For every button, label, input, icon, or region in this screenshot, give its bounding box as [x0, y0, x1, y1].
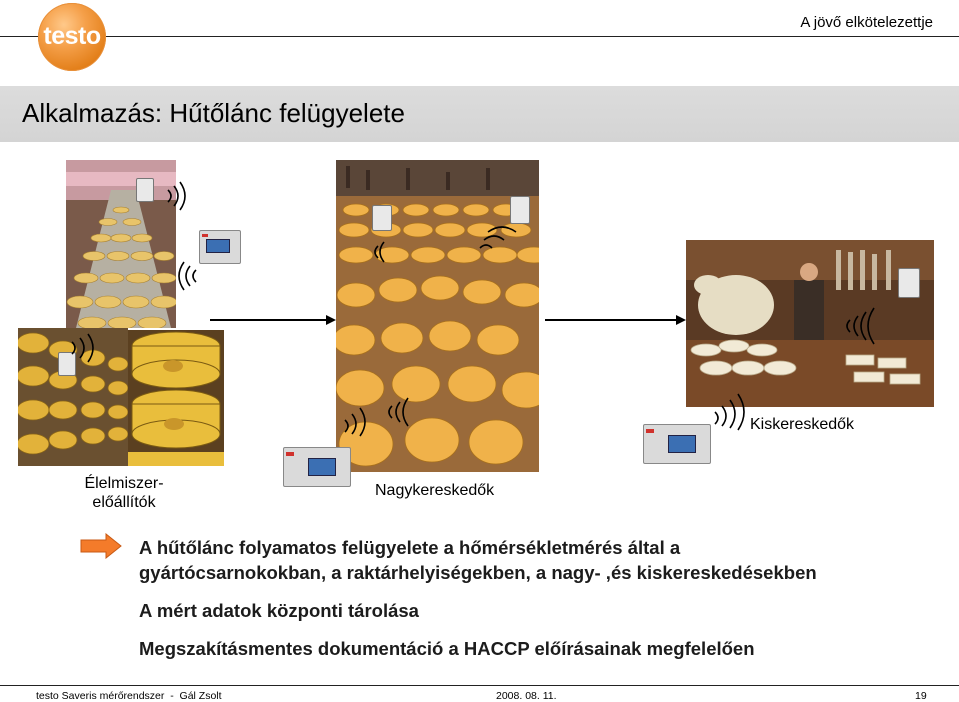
flow-arrow-1 — [210, 315, 336, 325]
footer-date: 2008. 08. 11. — [496, 690, 557, 702]
footer — [0, 690, 959, 702]
footer-author: testo Saveris mérőrendszer - Gál Zsolt — [36, 690, 222, 702]
sensor-icon — [510, 196, 530, 224]
bullet-line-3: A mért adatok központi tárolása — [139, 600, 419, 621]
factory-photo — [66, 160, 176, 328]
slide-title: Alkalmazás: Hűtőlánc felügyelete — [22, 98, 405, 128]
bullet-line-1: A hűtőlánc folyamatos felügyelete a hőmérsékletmérés által a — [139, 537, 681, 558]
testo-logo — [38, 3, 106, 71]
data-logger-icon — [643, 424, 711, 464]
footer-page-number: 19 — [915, 690, 927, 702]
data-logger-icon — [283, 447, 351, 487]
warehouse-photo — [18, 328, 128, 466]
header-tagline: A jövő elkötelezettje — [800, 14, 933, 31]
sensor-icon — [898, 268, 920, 298]
data-logger-icon — [199, 230, 241, 264]
label-producers: Élelmiszer- előállítók — [84, 475, 164, 511]
bullet-line-2: gyártócsarnokokban, a raktárhelyiségekben, a nagy- ,és kiskereskedésekben — [139, 562, 817, 583]
header-rule — [0, 36, 959, 37]
flow-arrow-2 — [545, 315, 686, 325]
logo-text: testo — [43, 22, 101, 50]
sensor-icon — [372, 205, 392, 231]
sensor-icon — [136, 178, 154, 202]
label-retailers: Kiskereskedők — [750, 416, 855, 433]
orange-arrow-icon — [80, 533, 122, 559]
label-wholesalers: Nagykereskedők — [375, 482, 495, 499]
cheese-market-photo — [336, 160, 539, 472]
footer-rule — [0, 685, 959, 686]
cheese-wheels-photo — [128, 330, 224, 466]
cheese-shop-photo — [686, 240, 934, 407]
bullet-line-4: Megszakításmentes dokumentáció a HACCP előírásainak megfelelően — [139, 638, 755, 659]
sensor-icon — [58, 352, 76, 376]
